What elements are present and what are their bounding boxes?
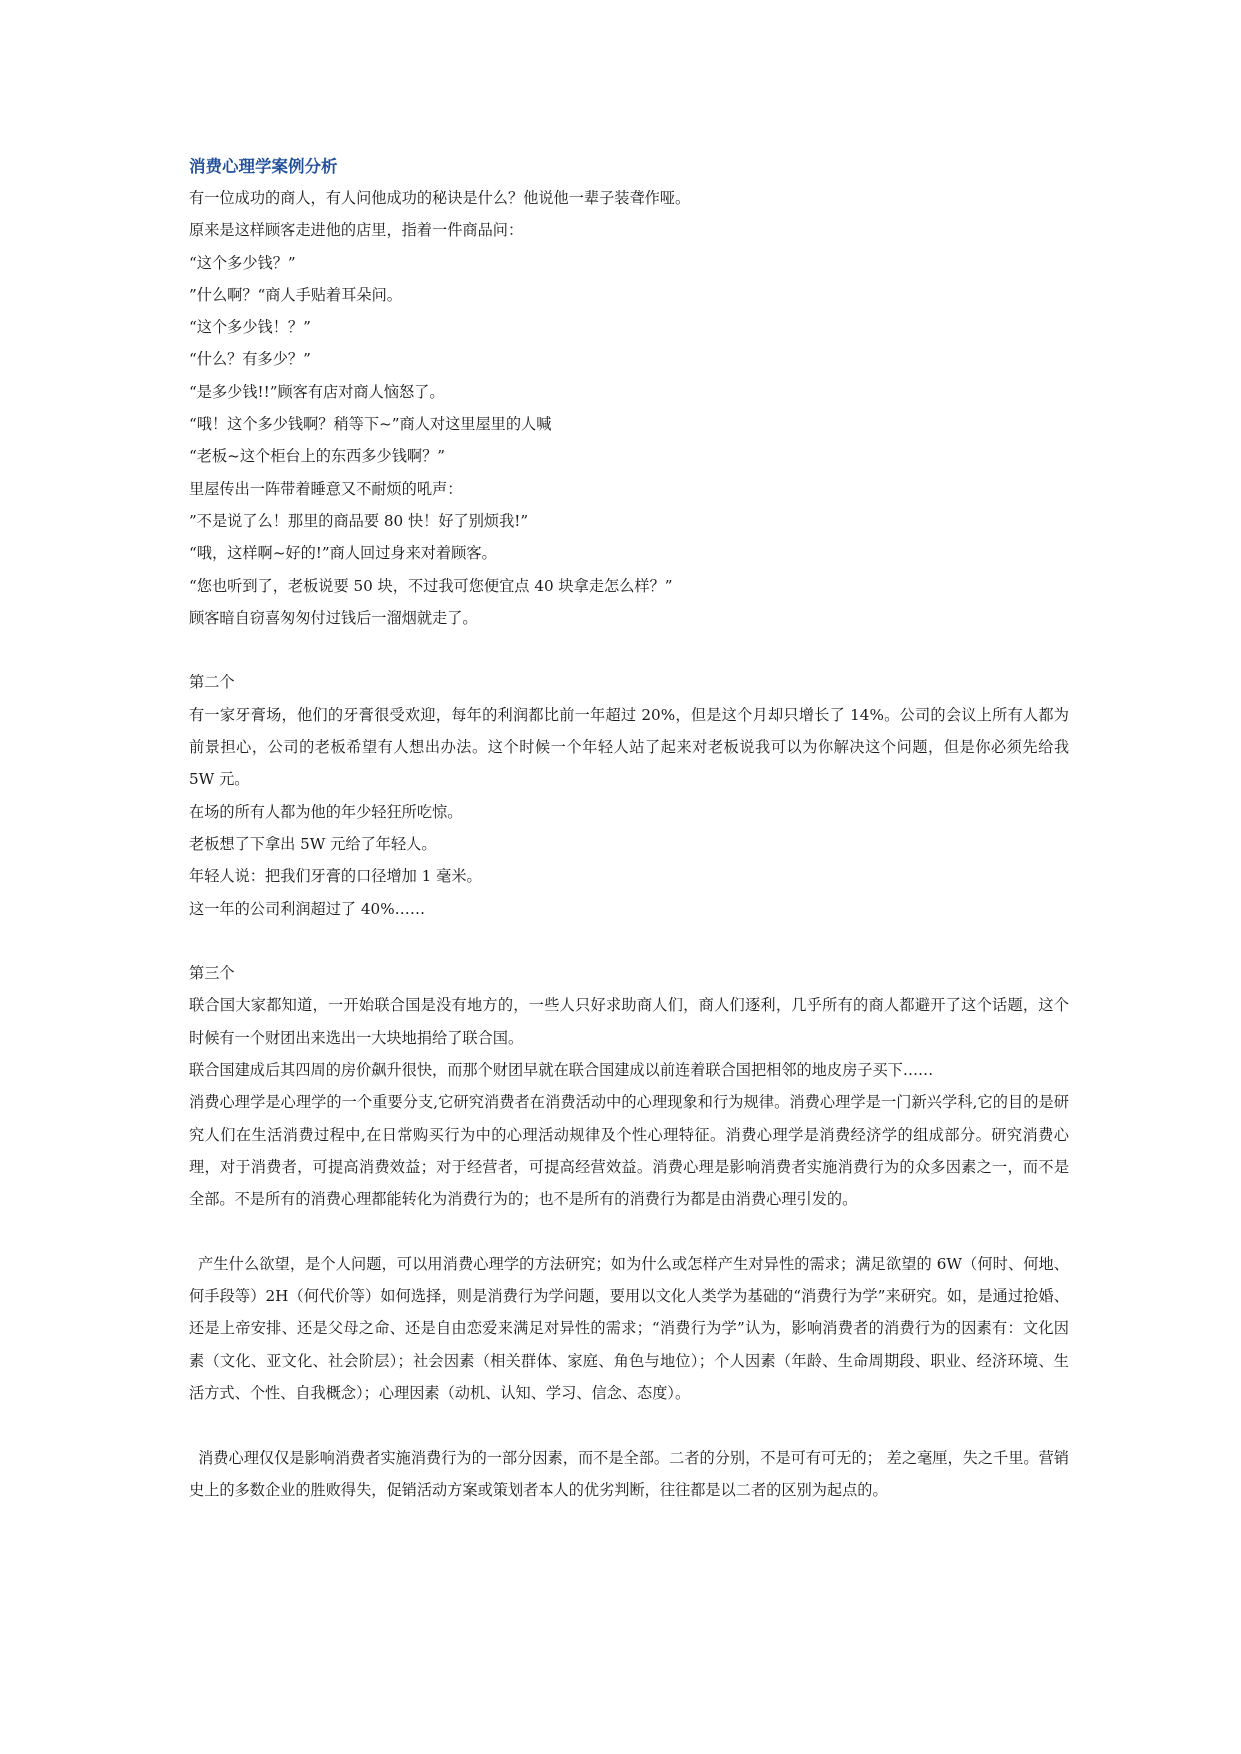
consumer-psychology-paragraph: 消费心理学是心理学的一个重要分支,它研究消费者在消费活动中的心理现象和行为规律。消费心理学是一门新兴学科,它的目的是研究人们在生活消费过程中,在日常购买行为中的心理活动规律及个性心理特征。消费心理学是消费经济学的组成部分。研究消费心理，对于消费者，可提高消费效益；对于经营者，可提高经营效益。消费心理是影响消费者实施消费行为的众多因素之一，而不是全部。不是所有的消费心理都能转化为消费行为的；也不是所有的消费行为都是由消费心理引发的。 <box>189 1093 1069 1209</box>
story-one-line: “您也听到了，老板说要 50 块，不过我可您便宜点 40 块拿走怎么样？” <box>189 576 673 595</box>
story-two-line: 在场的所有人都为他的年少轻狂所吃惊。 <box>189 802 463 821</box>
story-one-line: “什么？有多少？” <box>189 350 311 369</box>
blank-line <box>189 925 1069 957</box>
story-one <box>189 182 1069 634</box>
story-two <box>189 666 1069 924</box>
story-one-line: 顾客暗自窃喜匆匆付过钱后一溜烟就走了。 <box>189 608 478 627</box>
analysis-section <box>189 1248 1069 1506</box>
story-two-line: 老板想了下拿出 5W 元给了年轻人。 <box>189 834 437 853</box>
story-two-line: 这一年的公司利润超过了 40%…… <box>189 899 426 918</box>
story-one-line: “老板~这个柜台上的东西多少钱啊？” <box>189 447 446 466</box>
blank-line <box>189 1216 1069 1248</box>
story-one-line: “哦！这个多少钱啊？稍等下~”商人对这里屋里的人喊 <box>189 415 552 434</box>
analysis-paragraph: 产生什么欲望，是个人问题，可以用消费心理学的方法研究；如为什么或怎样产生对异性的需求；满足欲望的 6W（何时、何地、何手段等）2H（何代价等）如何选择，则是消费行为学问题，要用以文化人类学为基础的“消费行为学”来研究。如，是通过抢婚、还是上帝安排、还是父母之命、还是自由恋爱来满足对异性的需求；“消费行为学”认为，影响消费者的消费行为的因素有：文化因素（文化、亚文化、社会阶层）；社会因素（相关群体、家庭、角色与地位）；个人因素（年龄、生命周期段、职业、经济环境、生活方式、个性、自我概念）；心理因素（动机、认知、学习、信念、态度）。 <box>189 1254 1069 1402</box>
story-one-line: 原来是这样顾客走进他的店里，指着一件商品问： <box>189 221 524 240</box>
story-three-paragraph: 联合国建成后其四周的房价飙升很快，而那个财团早就在联合国建成以前连着联合国把相邻的地皮房子买下…… <box>189 1061 934 1080</box>
story-three-heading: 第三个 <box>189 964 235 983</box>
story-one-line: 有一位成功的商人，有人问他成功的秘诀是什么？他说他一辈子装聋作哑。 <box>189 189 691 207</box>
blank-line <box>189 1409 1069 1441</box>
story-one-line: “这个多少钱！？” <box>189 318 311 337</box>
story-three-paragraph: 联合国大家都知道，一开始联合国是没有地方的，一些人只好求助商人们，商人们逐利，几乎所有的商人都避开了这个话题，这个时候有一个财团出来选出一大块地捐给了联合国。 <box>189 996 1069 1047</box>
story-one-line: 里屋传出一阵带着睡意又不耐烦的吼声： <box>189 479 463 498</box>
story-two-paragraph: 有一家牙膏场，他们的牙膏很受欢迎，每年的利润都比前一年超过 20%，但是这个月却只增长了 14%。公司的会议上所有人都为前景担心，公司的老板希望有人想出办法。这个时候一个年轻人站了起来对老板说我可以为你解决这个问题，但是你必须先给我 5W 元。 <box>189 705 1069 789</box>
story-one-line: “这个多少钱？” <box>189 253 296 272</box>
document-page <box>189 152 1069 1506</box>
story-one-line: ”不是说了么！那里的商品要 80 快！好了别烦我!” <box>189 511 529 530</box>
story-one-line: “是多少钱!!”顾客有店对商人恼怒了。 <box>189 382 445 401</box>
story-one-line: ”什么啊？“商人手贴着耳朵问。 <box>189 285 402 304</box>
story-two-heading: 第二个 <box>189 673 235 692</box>
analysis-paragraph: 消费心理仅仅是影响消费者实施消费行为的一部分因素，而不是全部。二者的分别，不是可有可无的； 差之毫厘，失之千里。营销史上的多数企业的胜败得失，促销活动方案或策划者本人的优劣判断，往往都是以二者的区别为起点的。 <box>189 1448 1069 1499</box>
document-title: 消费心理学案例分析 <box>189 157 338 176</box>
blank-line <box>189 634 1069 666</box>
story-two-line: 年轻人说：把我们牙膏的口径增加 1 毫米。 <box>189 867 482 886</box>
story-one-line: “哦，这样啊~好的!”商人回过身来对着顾客。 <box>189 544 497 563</box>
story-three <box>189 957 1069 1215</box>
